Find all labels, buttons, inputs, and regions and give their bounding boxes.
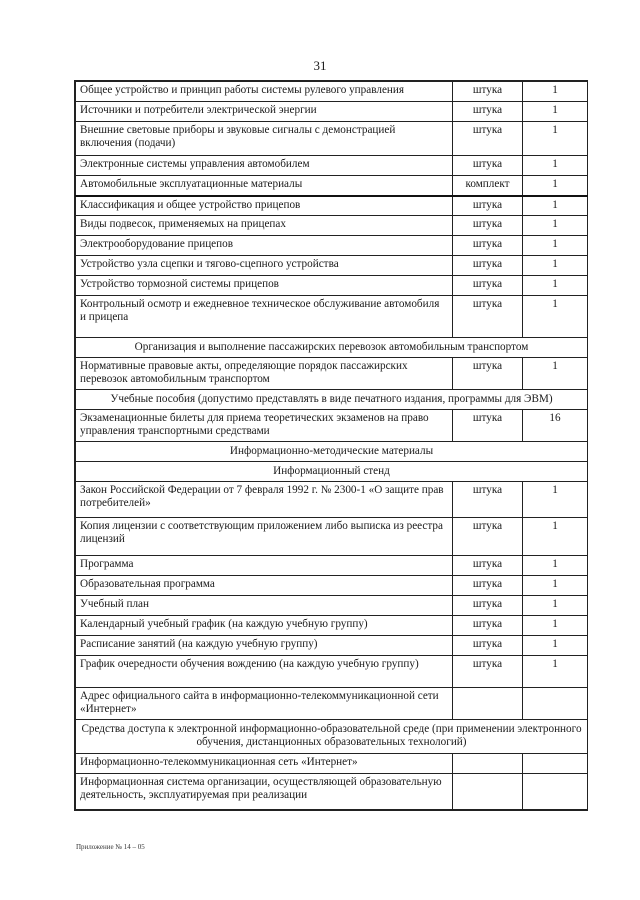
item-name-cell: Копия лицензии с соответствующим приложением либо выписка из реестра лицензий <box>76 518 453 556</box>
table-row <box>76 236 588 256</box>
section-title: Учебные пособия (допустимо представлять в виде печатного издания, программы для ЭВМ) <box>76 390 588 410</box>
item-name-cell: Нормативные правовые акты, определяющие порядок пассажирских перевозок автомобильным транспортом <box>76 358 453 390</box>
item-name-cell: Экзаменационные билеты для приема теоретических экзаменов на право управления транспортными средствами <box>76 410 453 442</box>
item-name-cell: Устройство узла сцепки и тягово-сцепного устройства <box>76 256 453 276</box>
table-row <box>76 482 588 518</box>
table-row <box>76 216 588 236</box>
section-header-row <box>76 720 588 754</box>
item-name-cell: Электрооборудование прицепов <box>76 236 453 256</box>
quantity-cell: 1 <box>523 518 588 556</box>
item-name-cell: Учебный план <box>76 596 453 616</box>
unit-cell: штука <box>453 636 523 656</box>
quantity-cell: 1 <box>523 236 588 256</box>
footer-note: Приложение № 14 – 05 <box>76 843 145 851</box>
table-row <box>76 518 588 556</box>
quantity-cell: 1 <box>523 156 588 176</box>
table-row <box>76 688 588 720</box>
section-title: Информационно-методические материалы <box>76 442 588 462</box>
table-row <box>76 256 588 276</box>
item-name-cell: Программа <box>76 556 453 576</box>
section-title: Организация и выполнение пассажирских перевозок автомобильным транспортом <box>76 338 588 358</box>
unit-cell: штука <box>453 296 523 338</box>
unit-cell: штука <box>453 410 523 442</box>
equipment-table-body <box>76 82 588 810</box>
quantity-cell: 1 <box>523 576 588 596</box>
table-row <box>76 774 588 810</box>
section-title: Информационный стенд <box>76 462 588 482</box>
table-row <box>76 122 588 156</box>
quantity-cell <box>523 774 588 810</box>
table-row <box>76 754 588 774</box>
section-header-row <box>76 442 588 462</box>
item-name-cell: Источники и потребители электрической энергии <box>76 102 453 122</box>
unit-cell: штука <box>453 358 523 390</box>
unit-cell: штука <box>453 482 523 518</box>
quantity-cell: 1 <box>523 102 588 122</box>
unit-cell: штука <box>453 156 523 176</box>
item-name-cell: Расписание занятий (на каждую учебную группу) <box>76 636 453 656</box>
table-row <box>76 156 588 176</box>
quantity-cell: 1 <box>523 122 588 156</box>
table-row <box>76 102 588 122</box>
quantity-cell: 1 <box>523 196 588 216</box>
unit-cell: штука <box>453 518 523 556</box>
table-row <box>76 358 588 390</box>
unit-cell: штука <box>453 256 523 276</box>
item-name-cell: Автомобильные эксплуатационные материалы <box>76 176 453 196</box>
quantity-cell: 16 <box>523 410 588 442</box>
section-header-row <box>76 462 588 482</box>
unit-cell: штука <box>453 576 523 596</box>
equipment-table-container <box>74 80 588 811</box>
unit-cell <box>453 754 523 774</box>
item-name-cell: Контрольный осмотр и ежедневное техническое обслуживание автомобиля и прицепа <box>76 296 453 338</box>
table-row <box>76 176 588 196</box>
unit-cell: штука <box>453 236 523 256</box>
item-name-cell: Календарный учебный график (на каждую учебную группу) <box>76 616 453 636</box>
unit-cell: штука <box>453 122 523 156</box>
quantity-cell: 1 <box>523 616 588 636</box>
unit-cell <box>453 688 523 720</box>
quantity-cell: 1 <box>523 556 588 576</box>
item-name-cell: Устройство тормозной системы прицепов <box>76 276 453 296</box>
unit-cell <box>453 774 523 810</box>
section-title: Средства доступа к электронной информационно-образовательной среде (при применении электронного обучения, дистанционных образовательных технологий) <box>76 720 588 754</box>
item-name-cell: График очередности обучения вождению (на каждую учебную группу) <box>76 656 453 688</box>
table-row <box>76 196 588 216</box>
unit-cell: штука <box>453 276 523 296</box>
item-name-cell: Общее устройство и принцип работы системы рулевого управления <box>76 82 453 102</box>
quantity-cell: 1 <box>523 358 588 390</box>
unit-cell: штука <box>453 596 523 616</box>
quantity-cell: 1 <box>523 596 588 616</box>
section-header-row <box>76 390 588 410</box>
item-name-cell: Адрес официального сайта в информационно-телекоммуникационной сети «Интернет» <box>76 688 453 720</box>
item-name-cell: Информационная система организации, осуществляющей образовательную деятельность, эксплуатируемая при реализации <box>76 774 453 810</box>
unit-cell: штука <box>453 616 523 636</box>
quantity-cell: 1 <box>523 256 588 276</box>
table-row <box>76 596 588 616</box>
unit-cell: штука <box>453 82 523 102</box>
item-name-cell: Образовательная программа <box>76 576 453 596</box>
unit-cell: штука <box>453 556 523 576</box>
quantity-cell: 1 <box>523 176 588 196</box>
unit-cell: штука <box>453 102 523 122</box>
table-row <box>76 656 588 688</box>
quantity-cell: 1 <box>523 82 588 102</box>
quantity-cell: 1 <box>523 216 588 236</box>
table-row <box>76 556 588 576</box>
unit-cell: комплект <box>453 176 523 196</box>
table-row <box>76 276 588 296</box>
table-row <box>76 82 588 102</box>
table-row <box>76 636 588 656</box>
table-row <box>76 576 588 596</box>
item-name-cell: Классификация и общее устройство прицепов <box>76 196 453 216</box>
quantity-cell: 1 <box>523 276 588 296</box>
table-row <box>76 410 588 442</box>
unit-cell: штука <box>453 656 523 688</box>
item-name-cell: Информационно-телекоммуникационная сеть «Интернет» <box>76 754 453 774</box>
quantity-cell: 1 <box>523 482 588 518</box>
quantity-cell: 1 <box>523 636 588 656</box>
unit-cell: штука <box>453 196 523 216</box>
item-name-cell: Внешние световые приборы и звуковые сигналы с демонстрацией включения (подачи) <box>76 122 453 156</box>
quantity-cell <box>523 754 588 774</box>
equipment-table <box>75 81 588 810</box>
quantity-cell: 1 <box>523 656 588 688</box>
section-header-row <box>76 338 588 358</box>
quantity-cell: 1 <box>523 296 588 338</box>
table-row <box>76 296 588 338</box>
quantity-cell <box>523 688 588 720</box>
item-name-cell: Виды подвесок, применяемых на прицепах <box>76 216 453 236</box>
item-name-cell: Электронные системы управления автомобилем <box>76 156 453 176</box>
table-row <box>76 616 588 636</box>
item-name-cell: Закон Российской Федерации от 7 февраля 1992 г. № 2300-1 «О защите прав потребителей» <box>76 482 453 518</box>
unit-cell: штука <box>453 216 523 236</box>
page-number: 31 <box>313 58 327 73</box>
